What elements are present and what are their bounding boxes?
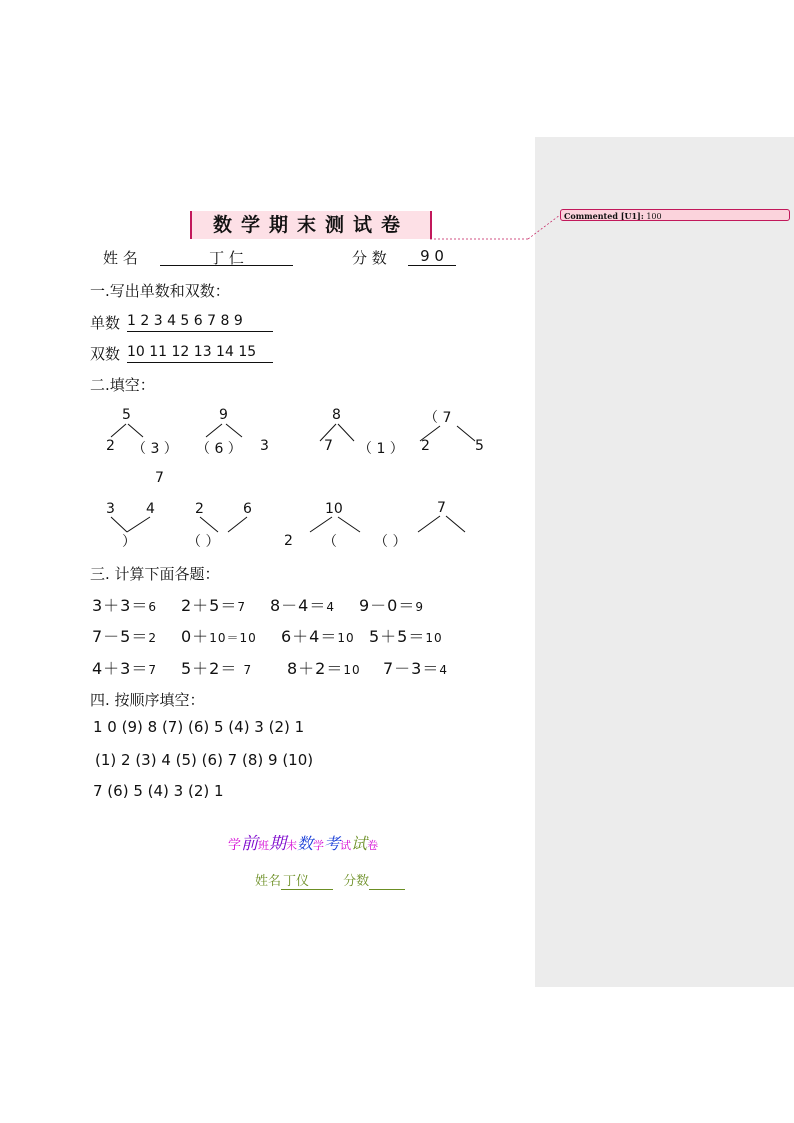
calc-3-2: 5＋2＝ 7 <box>181 659 253 678</box>
name-label: 姓 名 <box>103 249 138 267</box>
bond4-left: 2 <box>421 438 430 454</box>
bond7-right: （ ） <box>374 534 407 550</box>
bond5-bottom: ） <box>122 534 136 550</box>
calc-3-3: 8＋2＝10 <box>287 659 361 678</box>
odd-value: 1 2 3 4 5 6 7 8 9 <box>127 313 273 332</box>
comment-label: Commented [U1]: <box>564 211 644 221</box>
sequence-row-3: 7 (6) 5 (4) 3 (2) 1 <box>93 782 224 800</box>
footer-title-char: 卷 <box>367 839 379 852</box>
sequence-row-2: (1) 2 (3) 4 (5) (6) 7 (8) 9 (10) <box>95 751 314 769</box>
footer-title-char: 学 <box>313 839 325 852</box>
bond3-top: 8 <box>332 407 341 423</box>
calc-1-2: 2＋5＝7 <box>181 596 247 615</box>
sequence-row-1: 1 0 (9) 8 (7) (6) 5 (4) 3 (2) 1 <box>93 718 305 736</box>
bond7-left: 2 <box>284 533 293 549</box>
bond4-top: （ 7 <box>424 410 452 426</box>
even-label: 双数 <box>90 345 121 363</box>
footer-name-line: 姓名 丁仪 分数 <box>255 870 405 890</box>
bond1-left: 2 <box>106 438 115 454</box>
footer-title-char: 考 <box>324 834 341 853</box>
score-label: 分 数 <box>352 249 387 267</box>
bond6-bottom: （ ） <box>187 534 220 550</box>
footer-title-char: 试 <box>351 834 368 853</box>
bond1-top: 5 <box>122 407 131 423</box>
bond3-left: 7 <box>324 438 333 454</box>
calc-3-1: 4＋3＝7 <box>92 659 158 678</box>
bond5-right: 4 <box>146 501 155 517</box>
footer-title-char: 末 <box>286 839 298 852</box>
footer-title-char: 班 <box>258 839 270 852</box>
calc-2-4: 5＋5＝10 <box>369 627 443 646</box>
section1-heading: 一.写出单数和双数： <box>90 282 230 300</box>
calc-2-1: 7－5＝2 <box>92 627 158 646</box>
bond4-right: 5 <box>475 438 484 454</box>
calc-1-1: 3＋3＝6 <box>92 596 158 615</box>
bond3-right: （ 1 ） <box>358 441 404 457</box>
bond5-left: 3 <box>106 501 115 517</box>
bond6-right: 6 <box>243 501 252 517</box>
footer-title-char: 数 <box>297 834 314 853</box>
footer-title-char: 前 <box>241 834 259 854</box>
bond2-left: （ 6 ） <box>196 441 242 457</box>
section4-heading: 四. 按顺序填空： <box>90 691 205 709</box>
section3-heading: 三. 计算下面各题： <box>90 565 220 583</box>
calc-2-2: 0＋10＝10 <box>181 627 257 646</box>
score-value: 9 0 <box>408 247 456 266</box>
bond2-top: 9 <box>219 407 228 423</box>
bond6-left: 2 <box>195 501 204 517</box>
floating-number: 7 <box>155 470 164 486</box>
name-value: 丁 仁 <box>160 247 293 266</box>
odd-label: 单数 <box>90 314 121 332</box>
bond8-top: 7 <box>437 500 446 516</box>
bond2-right: 3 <box>260 438 269 454</box>
section2-heading: 二.填空： <box>90 376 155 394</box>
footer-title-char: 期 <box>269 834 287 854</box>
bond7-mid: （ <box>323 534 337 550</box>
comment-text: 100 <box>646 212 662 221</box>
bond7-top: 10 <box>325 501 343 517</box>
calc-1-4: 9－0＝9 <box>359 596 425 615</box>
footer-title <box>228 829 378 854</box>
page-title: 数学期末测试卷 <box>190 211 432 239</box>
footer-title-char: 学 <box>228 838 242 853</box>
bond1-right: （ 3 ） <box>132 441 178 457</box>
footer-title-char: 试 <box>340 839 352 852</box>
calc-2-3: 6＋4＝10 <box>281 627 355 646</box>
calc-3-4: 7－3＝4 <box>383 659 449 678</box>
even-value: 10 11 12 13 14 15 <box>127 344 273 363</box>
calc-1-3: 8－4＝4 <box>270 596 336 615</box>
